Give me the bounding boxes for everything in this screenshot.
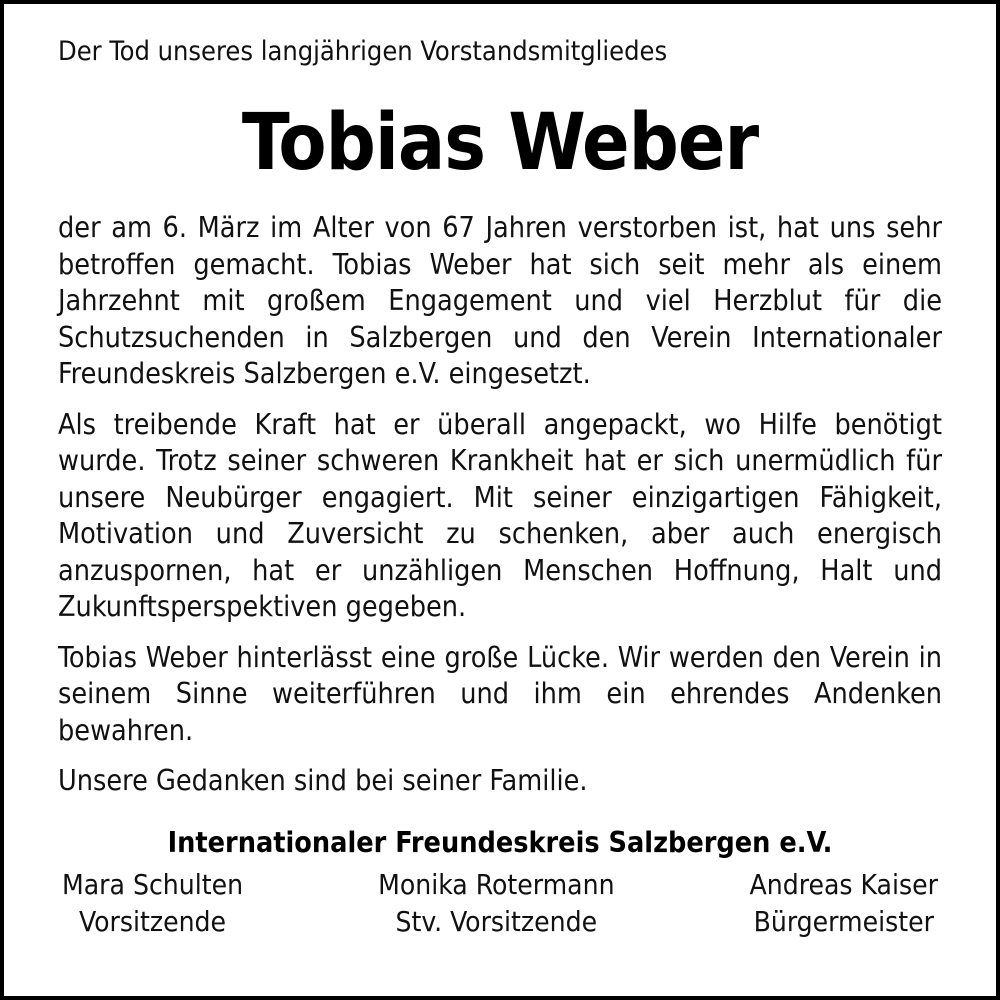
signer-role: Bürgermeister (753, 904, 934, 938)
signer-name: Andreas Kaiser (749, 867, 938, 901)
deceased-name: Tobias Weber (241, 98, 759, 188)
signer-role: Vorsitzende (79, 904, 227, 938)
signer-name: Mara Schulten (62, 867, 244, 901)
signer (62, 866, 243, 940)
signers (58, 866, 942, 940)
signer (378, 866, 614, 940)
intro-text: Der Tod unseres langjährigen Vorstandsmitgliedes (58, 36, 668, 67)
signer-role: Stv. Vorsitzende (395, 904, 598, 938)
paragraph-legacy: Tobias Weber hinterlässt eine große Lücke. Wir werden den Verein in seinem Sinne weiterführen und ihm ein ehrendes Andenken bewahren. (58, 640, 942, 747)
organization-name: Internationaler Freundeskreis Salzbergen e.V. (167, 825, 833, 859)
signer (750, 866, 938, 940)
paragraph-condolence: Unsere Gedanken sind bei seiner Familie. (58, 764, 588, 797)
paragraph-engagement: Als treibende Kraft hat er überall angepackt, wo Hilfe benötigt wurde. Trotz seiner schweren Krankheit hat er sich unermüdlich für unsere Neubürger engagiert. Mit seiner einzigartigen Fähigkeit, Motivation und Zuversicht zu schenken, aber auch energisch anzuspornen, hat er unzähligen Menschen Hoffnung, Halt und Zukunftsperspektiven gegeben. (58, 407, 942, 623)
paragraph-tribute: der am 6. März im Alter von 67 Jahren verstorben ist, hat uns sehr betroffen gemacht. Tobias Weber hat sich seit mehr als einem Jahrzehnt mit großem Engagement und viel Herzblut für die Schutzsuchenden in Salzbergen und den Verein Internationaler Freundeskreis Salzbergen e.V. eingesetzt. (58, 211, 942, 390)
signer-name: Monika Rotermann (378, 867, 615, 901)
